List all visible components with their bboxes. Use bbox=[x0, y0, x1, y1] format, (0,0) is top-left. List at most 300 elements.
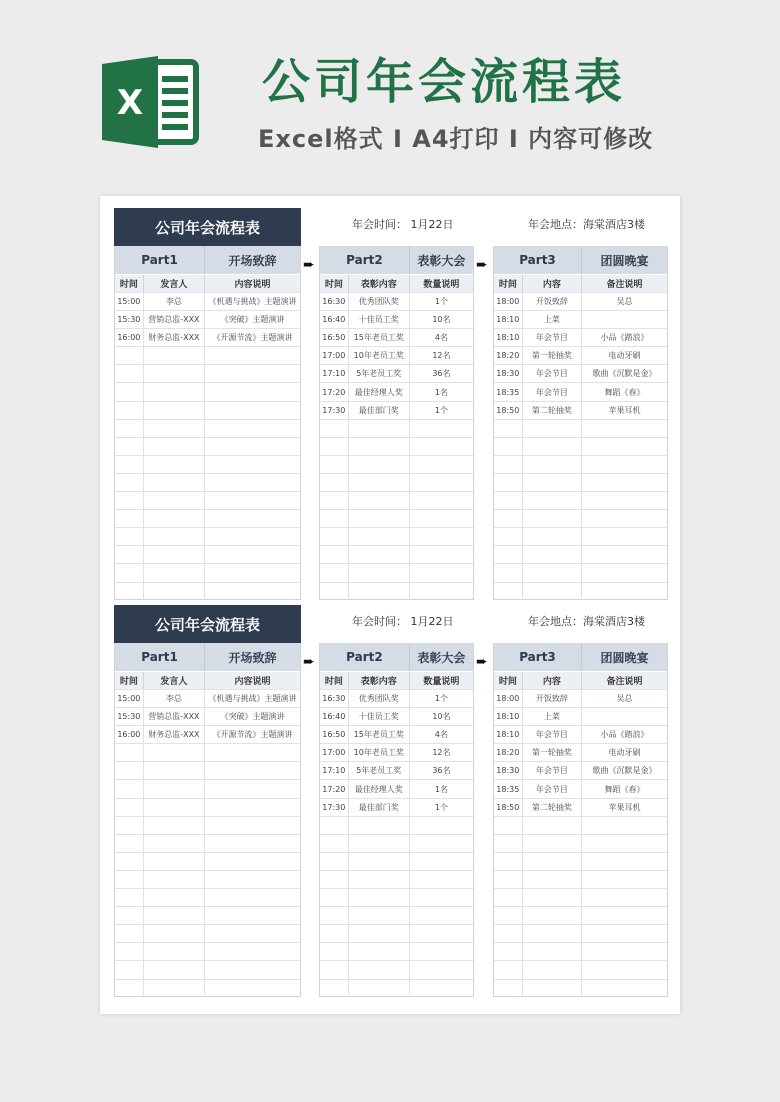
table-cell: 吴总 bbox=[581, 293, 667, 310]
column-header: 表彰内容 bbox=[348, 672, 409, 689]
table-row bbox=[115, 419, 300, 437]
table-cell bbox=[143, 365, 204, 382]
table-cell bbox=[320, 510, 348, 527]
table-row bbox=[320, 852, 473, 870]
arrow-right-icon: ➨ bbox=[476, 654, 488, 670]
table-cell: 18:00 bbox=[496, 694, 520, 704]
table-cell bbox=[115, 528, 143, 545]
table-row bbox=[320, 798, 473, 816]
table-row bbox=[494, 960, 667, 978]
table-row bbox=[320, 888, 473, 906]
table-cell bbox=[204, 474, 300, 491]
table-cell bbox=[409, 980, 473, 997]
table-cell: 36名 bbox=[409, 365, 473, 382]
table-cell bbox=[581, 817, 667, 834]
table-cell bbox=[143, 438, 204, 455]
table-cell bbox=[115, 980, 143, 997]
table-cell: 16:50 bbox=[322, 730, 346, 740]
table-cell: 18:30 bbox=[496, 369, 520, 379]
column-header: 数量说明 bbox=[409, 275, 473, 292]
table-cell bbox=[409, 456, 473, 473]
table-cell: 10名 bbox=[409, 708, 473, 725]
table-cell: 18:10 bbox=[496, 712, 520, 722]
table-row bbox=[494, 545, 667, 563]
table-cell bbox=[581, 980, 667, 997]
table-cell bbox=[115, 347, 143, 364]
table-cell: 《突破》主题演讲 bbox=[204, 708, 300, 725]
part-name: Part1 bbox=[141, 253, 178, 267]
table-cell: 李总 bbox=[143, 690, 204, 707]
table-cell: 12名 bbox=[409, 347, 473, 364]
table-row bbox=[494, 798, 667, 816]
table-cell bbox=[348, 564, 409, 581]
table-cell bbox=[494, 943, 522, 960]
arrow-right-icon: ➨ bbox=[476, 257, 488, 273]
table-cell bbox=[115, 402, 143, 419]
table-cell bbox=[143, 510, 204, 527]
table-cell bbox=[204, 456, 300, 473]
page-title: 公司年会流程表 bbox=[262, 54, 627, 110]
part-3-table bbox=[493, 643, 668, 997]
table-cell bbox=[494, 853, 522, 870]
table-cell bbox=[320, 871, 348, 888]
part-2-table bbox=[319, 643, 474, 997]
table-cell: 营销总监-XXX bbox=[143, 708, 204, 725]
table-row bbox=[494, 725, 667, 743]
table-row bbox=[494, 292, 667, 310]
table-row bbox=[320, 292, 473, 310]
table-row bbox=[115, 979, 300, 997]
table-cell bbox=[204, 383, 300, 400]
table-row bbox=[115, 382, 300, 400]
table-row bbox=[494, 455, 667, 473]
schedule-section-2 bbox=[100, 593, 680, 993]
part-name: Part2 bbox=[346, 650, 383, 664]
table-cell bbox=[320, 853, 348, 870]
table-cell bbox=[115, 365, 143, 382]
table-row bbox=[115, 346, 300, 364]
table-cell bbox=[143, 492, 204, 509]
table-cell bbox=[115, 943, 143, 960]
table-cell bbox=[204, 744, 300, 761]
table-cell: 16:30 bbox=[322, 297, 346, 307]
table-cell bbox=[320, 474, 348, 491]
table-cell bbox=[522, 961, 581, 978]
table-row bbox=[320, 743, 473, 761]
table-cell bbox=[581, 528, 667, 545]
table-row bbox=[320, 455, 473, 473]
table-cell bbox=[320, 889, 348, 906]
table-cell bbox=[204, 889, 300, 906]
table-cell bbox=[143, 456, 204, 473]
table-cell bbox=[581, 438, 667, 455]
table-cell: 1个 bbox=[409, 690, 473, 707]
part-1-table bbox=[114, 246, 301, 600]
table-cell: 18:50 bbox=[496, 405, 520, 415]
table-cell bbox=[348, 889, 409, 906]
table-cell bbox=[115, 474, 143, 491]
column-header: 时间 bbox=[498, 280, 517, 290]
column-headers bbox=[115, 274, 300, 292]
table-cell: 36名 bbox=[409, 762, 473, 779]
table-cell: 《机遇与挑战》主题演讲 bbox=[204, 293, 300, 310]
table-cell bbox=[581, 943, 667, 960]
table-cell bbox=[204, 762, 300, 779]
table-row bbox=[115, 328, 300, 346]
table-cell bbox=[320, 528, 348, 545]
table-cell bbox=[494, 456, 522, 473]
table-cell bbox=[143, 925, 204, 942]
table-cell: 上菜 bbox=[522, 311, 581, 328]
table-row bbox=[320, 419, 473, 437]
table-cell bbox=[143, 383, 204, 400]
table-row bbox=[115, 491, 300, 509]
table-cell: 小品《踏浪》 bbox=[581, 726, 667, 743]
table-cell: 15:00 bbox=[117, 297, 141, 307]
table-cell: 1个 bbox=[409, 799, 473, 816]
table-cell bbox=[115, 564, 143, 581]
table-cell bbox=[115, 853, 143, 870]
table-row bbox=[115, 816, 300, 834]
table-cell: 15:30 bbox=[117, 315, 141, 325]
table-cell: 18:10 bbox=[496, 730, 520, 740]
table-row bbox=[494, 382, 667, 400]
table-cell: 优秀团队奖 bbox=[348, 293, 409, 310]
table-cell: 1个 bbox=[409, 293, 473, 310]
table-cell bbox=[204, 510, 300, 527]
table-cell bbox=[348, 817, 409, 834]
table-cell bbox=[494, 474, 522, 491]
table-row bbox=[320, 761, 473, 779]
table-cell bbox=[522, 889, 581, 906]
table-row bbox=[115, 292, 300, 310]
table-row bbox=[115, 960, 300, 978]
table-row bbox=[494, 491, 667, 509]
table-cell: 17:10 bbox=[322, 766, 346, 776]
part-theme: 表彰大会 bbox=[409, 246, 473, 274]
table-cell: 17:20 bbox=[322, 784, 346, 794]
table-cell bbox=[204, 402, 300, 419]
table-cell bbox=[581, 907, 667, 924]
event-location: 年会地点：海棠酒店3楼 bbox=[528, 615, 645, 628]
table-cell bbox=[409, 925, 473, 942]
table-cell: 18:35 bbox=[496, 387, 520, 397]
column-headers bbox=[494, 671, 667, 689]
table-cell bbox=[409, 943, 473, 960]
table-cell bbox=[204, 907, 300, 924]
table-row bbox=[115, 473, 300, 491]
table-row bbox=[320, 725, 473, 743]
table-cell: 5年老员工奖 bbox=[348, 762, 409, 779]
table-cell bbox=[522, 546, 581, 563]
table-cell bbox=[581, 492, 667, 509]
table-cell bbox=[115, 780, 143, 797]
table-cell bbox=[204, 853, 300, 870]
table-cell: 舞蹈《春》 bbox=[581, 780, 667, 797]
table-cell: 小品《踏浪》 bbox=[581, 329, 667, 346]
table-cell bbox=[581, 871, 667, 888]
table-cell: 最佳部门奖 bbox=[348, 402, 409, 419]
table-cell: 18:20 bbox=[496, 748, 520, 758]
table-cell bbox=[115, 438, 143, 455]
table-cell: 17:10 bbox=[322, 369, 346, 379]
table-cell: 5年老员工奖 bbox=[348, 365, 409, 382]
table-cell: 《开源节流》主题演讲 bbox=[204, 329, 300, 346]
table-cell bbox=[115, 799, 143, 816]
table-cell bbox=[320, 925, 348, 942]
table-row bbox=[320, 527, 473, 545]
part-header bbox=[494, 643, 667, 671]
table-cell bbox=[581, 564, 667, 581]
table-cell bbox=[320, 943, 348, 960]
table-cell bbox=[494, 438, 522, 455]
table-cell: 最佳经理人奖 bbox=[348, 383, 409, 400]
table-cell bbox=[581, 708, 667, 725]
table-cell bbox=[348, 943, 409, 960]
table-cell bbox=[348, 474, 409, 491]
table-cell bbox=[494, 510, 522, 527]
table-cell bbox=[409, 492, 473, 509]
table-cell bbox=[581, 546, 667, 563]
table-cell: 财务总监-XXX bbox=[143, 329, 204, 346]
table-cell bbox=[522, 925, 581, 942]
table-cell: 年会节目 bbox=[522, 726, 581, 743]
table-cell: 歌曲《沉默是金》 bbox=[581, 365, 667, 382]
table-cell bbox=[522, 943, 581, 960]
table-cell bbox=[494, 835, 522, 852]
table-row bbox=[320, 437, 473, 455]
table-cell: 最佳经理人奖 bbox=[348, 780, 409, 797]
table-cell bbox=[494, 907, 522, 924]
table-cell bbox=[143, 907, 204, 924]
table-cell bbox=[143, 980, 204, 997]
table-cell bbox=[143, 420, 204, 437]
table-cell: 舞蹈《春》 bbox=[581, 383, 667, 400]
part-theme: 表彰大会 bbox=[409, 643, 473, 671]
table-cell bbox=[320, 546, 348, 563]
table-row bbox=[494, 509, 667, 527]
table-row bbox=[494, 419, 667, 437]
table-row bbox=[494, 924, 667, 942]
table-cell: 18:10 bbox=[496, 315, 520, 325]
table-row bbox=[115, 707, 300, 725]
table-cell bbox=[409, 907, 473, 924]
table-cell: 10年老员工奖 bbox=[348, 347, 409, 364]
table-cell bbox=[494, 925, 522, 942]
table-cell: 15年老员工奖 bbox=[348, 726, 409, 743]
table-cell: 15:00 bbox=[117, 694, 141, 704]
part-theme: 开场致辞 bbox=[204, 643, 300, 671]
table-cell bbox=[320, 961, 348, 978]
table-cell: 1名 bbox=[409, 780, 473, 797]
table-row bbox=[494, 888, 667, 906]
table-cell bbox=[115, 907, 143, 924]
table-cell bbox=[409, 420, 473, 437]
table-row bbox=[320, 870, 473, 888]
schedule-section-1 bbox=[100, 196, 680, 596]
column-header: 数量说明 bbox=[409, 672, 473, 689]
table-cell bbox=[115, 383, 143, 400]
table-cell bbox=[409, 817, 473, 834]
excel-logo-icon bbox=[100, 52, 200, 152]
table-row bbox=[494, 942, 667, 960]
table-cell bbox=[143, 474, 204, 491]
table-cell bbox=[204, 943, 300, 960]
table-cell: 营销总监-XXX bbox=[143, 311, 204, 328]
table-cell bbox=[348, 510, 409, 527]
table-cell: 12名 bbox=[409, 744, 473, 761]
table-cell bbox=[348, 925, 409, 942]
table-row bbox=[320, 473, 473, 491]
table-cell bbox=[348, 980, 409, 997]
table-cell bbox=[494, 420, 522, 437]
table-cell: 李总 bbox=[143, 293, 204, 310]
table-cell: 16:40 bbox=[322, 315, 346, 325]
table-row bbox=[115, 906, 300, 924]
table-cell bbox=[494, 817, 522, 834]
table-cell bbox=[204, 925, 300, 942]
table-cell: 优秀团队奖 bbox=[348, 690, 409, 707]
table-cell bbox=[348, 907, 409, 924]
table-cell bbox=[143, 835, 204, 852]
table-cell bbox=[143, 780, 204, 797]
table-row bbox=[320, 834, 473, 852]
table-cell bbox=[581, 889, 667, 906]
table-cell bbox=[522, 510, 581, 527]
table-row bbox=[494, 743, 667, 761]
table-cell bbox=[348, 853, 409, 870]
table-cell: 电动牙刷 bbox=[581, 347, 667, 364]
table-row bbox=[320, 924, 473, 942]
table-cell bbox=[494, 546, 522, 563]
table-cell bbox=[143, 402, 204, 419]
column-header: 时间 bbox=[324, 677, 343, 687]
table-row bbox=[320, 906, 473, 924]
table-row bbox=[115, 888, 300, 906]
table-cell bbox=[143, 528, 204, 545]
table-cell bbox=[348, 835, 409, 852]
table-cell: 17:00 bbox=[322, 748, 346, 758]
table-cell bbox=[522, 907, 581, 924]
part-name: Part3 bbox=[519, 650, 556, 664]
column-headers bbox=[494, 274, 667, 292]
table-cell bbox=[143, 961, 204, 978]
table-row bbox=[115, 725, 300, 743]
table-cell bbox=[204, 528, 300, 545]
table-cell bbox=[409, 546, 473, 563]
column-header: 时间 bbox=[119, 280, 138, 290]
table-row bbox=[115, 401, 300, 419]
table-cell bbox=[348, 528, 409, 545]
table-cell bbox=[143, 943, 204, 960]
table-cell bbox=[204, 871, 300, 888]
table-row bbox=[115, 509, 300, 527]
table-row bbox=[115, 798, 300, 816]
table-cell bbox=[522, 871, 581, 888]
table-row bbox=[115, 527, 300, 545]
table-row bbox=[494, 689, 667, 707]
table-cell: 18:50 bbox=[496, 802, 520, 812]
table-cell bbox=[409, 961, 473, 978]
table-cell bbox=[115, 925, 143, 942]
table-cell bbox=[522, 420, 581, 437]
part-header bbox=[320, 643, 473, 671]
table-cell bbox=[581, 456, 667, 473]
table-cell bbox=[115, 510, 143, 527]
table-cell bbox=[204, 799, 300, 816]
table-row bbox=[115, 563, 300, 581]
table-cell bbox=[115, 871, 143, 888]
table-row bbox=[115, 437, 300, 455]
table-cell: 18:30 bbox=[496, 766, 520, 776]
table-cell: 年会节目 bbox=[522, 365, 581, 382]
table-cell bbox=[115, 456, 143, 473]
column-header: 内容 bbox=[522, 275, 581, 292]
table-cell bbox=[115, 492, 143, 509]
part-header bbox=[115, 643, 300, 671]
table-row bbox=[115, 455, 300, 473]
table-cell: 年会节目 bbox=[522, 762, 581, 779]
arrow-right-icon: ➨ bbox=[303, 654, 315, 670]
column-header: 时间 bbox=[498, 677, 517, 687]
table-cell bbox=[348, 456, 409, 473]
table-cell bbox=[204, 365, 300, 382]
part-header bbox=[494, 246, 667, 274]
table-cell bbox=[409, 474, 473, 491]
table-cell bbox=[143, 546, 204, 563]
table-cell bbox=[494, 980, 522, 997]
part-header bbox=[115, 246, 300, 274]
table-cell bbox=[204, 347, 300, 364]
part-3-table bbox=[493, 246, 668, 600]
page-subtitle: Excel格式 I A4打印 I 内容可修改 bbox=[258, 125, 654, 153]
event-time: 年会时间： 1月22日 bbox=[352, 218, 454, 231]
table-cell bbox=[204, 780, 300, 797]
table-cell bbox=[204, 961, 300, 978]
table-cell: 十佳员工奖 bbox=[348, 708, 409, 725]
table-row bbox=[494, 328, 667, 346]
table-cell bbox=[409, 889, 473, 906]
table-row bbox=[320, 401, 473, 419]
table-cell: 歌曲《沉默是金》 bbox=[581, 762, 667, 779]
table-cell bbox=[204, 564, 300, 581]
table-cell: 《机遇与挑战》主题演讲 bbox=[204, 690, 300, 707]
table-row bbox=[494, 707, 667, 725]
table-row bbox=[494, 870, 667, 888]
column-headers bbox=[320, 671, 473, 689]
table-row bbox=[494, 852, 667, 870]
table-cell bbox=[348, 546, 409, 563]
column-headers bbox=[115, 671, 300, 689]
table-cell: 苹果耳机 bbox=[581, 402, 667, 419]
table-cell bbox=[348, 438, 409, 455]
table-cell bbox=[320, 420, 348, 437]
table-cell: 17:20 bbox=[322, 387, 346, 397]
table-cell: 《突破》主题演讲 bbox=[204, 311, 300, 328]
column-header: 备注说明 bbox=[581, 672, 667, 689]
column-header: 内容说明 bbox=[204, 275, 300, 292]
table-cell: 16:00 bbox=[117, 730, 141, 740]
table-cell bbox=[143, 853, 204, 870]
table-cell bbox=[320, 438, 348, 455]
table-cell bbox=[522, 438, 581, 455]
table-cell bbox=[522, 564, 581, 581]
table-row bbox=[494, 979, 667, 997]
table-row bbox=[320, 942, 473, 960]
table-row bbox=[320, 545, 473, 563]
table-row bbox=[115, 310, 300, 328]
table-row bbox=[320, 364, 473, 382]
